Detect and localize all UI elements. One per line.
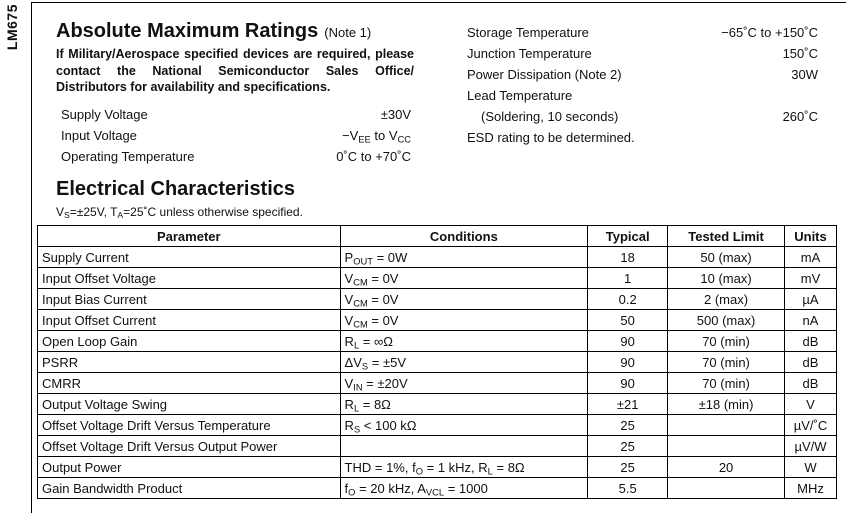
cell-parameter: Input Offset Current (38, 310, 341, 331)
rating-row (467, 22, 818, 43)
rating-label: Lead Temperature (467, 88, 573, 103)
cell-typical: 1 (588, 268, 668, 289)
cell-limit: 70 (min) (668, 331, 785, 352)
cell-conditions (340, 352, 588, 373)
cond-part: V (344, 291, 354, 307)
cell-limit (668, 415, 785, 436)
rating-label: Input Voltage (61, 128, 137, 143)
rating-row (467, 64, 818, 85)
table-row (38, 415, 837, 436)
cell-parameter: CMRR (38, 373, 341, 394)
cond-sub: CM (353, 318, 368, 329)
header-typical: Typical (588, 226, 668, 247)
ec-sub-b-sub: A (117, 210, 124, 221)
cond-sub: L (487, 465, 493, 476)
cell-limit: 2 (max) (668, 289, 785, 310)
amr-title-text: Absolute Maximum Ratings (56, 20, 319, 42)
cell-typical: 50 (588, 310, 668, 331)
cell-limit: 20 (668, 457, 785, 478)
part-number: LM675 (4, 4, 20, 51)
cond-part: V (344, 312, 354, 328)
cond-part: = ±20V (362, 375, 408, 391)
cond-part: ΔV (344, 354, 362, 370)
ec-conditions (56, 205, 303, 219)
cell-limit: 70 (min) (668, 352, 785, 373)
cell-units: MHz (784, 478, 836, 499)
cell-typical: 5.5 (588, 478, 668, 499)
val-sub: EE (358, 134, 371, 145)
cond-part: = 1000 (444, 480, 488, 496)
electrical-characteristics-table (37, 225, 837, 499)
cell-parameter: Input Offset Voltage (38, 268, 341, 289)
cell-parameter: Supply Current (38, 247, 341, 268)
rating-value: ±30V (380, 107, 411, 122)
cell-limit: 70 (min) (668, 373, 785, 394)
part-number-tag (4, 4, 22, 64)
cell-parameter: Output Voltage Swing (38, 394, 341, 415)
cond-sub: CM (353, 297, 368, 308)
cell-conditions (340, 436, 588, 457)
cell-limit: 50 (max) (668, 247, 785, 268)
cell-typical: 90 (588, 352, 668, 373)
header-conditions: Conditions (340, 226, 588, 247)
cond-part: R (344, 417, 354, 433)
cond-part: V (344, 375, 354, 391)
header-parameter: Parameter (38, 226, 341, 247)
cond-part: = 0W (372, 249, 408, 265)
table-row (38, 478, 837, 499)
rating-row (467, 106, 818, 127)
table-row (38, 247, 837, 268)
val-prefix: −V (342, 128, 359, 143)
ec-sub-b: =±25V, T (69, 205, 118, 219)
cell-typical: 90 (588, 331, 668, 352)
ec-sub-c: =25˚C unless otherwise specified. (123, 205, 303, 219)
cond-part: f (344, 480, 349, 496)
header-units: Units (784, 226, 836, 247)
table-row (38, 289, 837, 310)
right-ratings (467, 22, 818, 148)
cell-conditions (340, 478, 588, 499)
cond-part: R (344, 396, 354, 412)
cell-conditions (340, 394, 588, 415)
cell-units: dB (784, 331, 836, 352)
cond-part: P (344, 249, 354, 265)
rating-row (61, 125, 411, 146)
ec-sub-a: V (56, 205, 65, 219)
cond-sub: L (353, 339, 360, 350)
cond-sub: OUT (353, 255, 373, 266)
table-header-row (38, 226, 837, 247)
cond-part: = 8Ω (492, 459, 525, 475)
cell-typical: ±21 (588, 394, 668, 415)
rating-value: 260˚C (782, 109, 818, 124)
ec-sub-a-sub: S (64, 210, 70, 221)
cond-sub: S (353, 423, 361, 434)
table-row (38, 394, 837, 415)
cell-units: W (784, 457, 836, 478)
cell-typical: 18 (588, 247, 668, 268)
cell-parameter: Input Bias Current (38, 289, 341, 310)
cell-units: V (784, 394, 836, 415)
cell-units: µA (784, 289, 836, 310)
cell-units: µV/W (784, 436, 836, 457)
rating-row (467, 43, 818, 64)
cell-conditions (340, 310, 588, 331)
cond-sub: O (415, 465, 423, 476)
cell-parameter: PSRR (38, 352, 341, 373)
cell-typical: 0.2 (588, 289, 668, 310)
cond-part: < 100 kΩ (360, 417, 417, 433)
cond-sub: CM (353, 276, 368, 287)
cell-conditions (340, 457, 588, 478)
rating-row (467, 85, 818, 106)
sidebar (0, 0, 30, 500)
ec-title: Electrical Characteristics (56, 178, 296, 200)
cell-parameter: Offset Voltage Drift Versus Temperature (38, 415, 341, 436)
cond-part: = 1 kHz, R (423, 459, 488, 475)
cell-typical: 90 (588, 373, 668, 394)
cell-limit (668, 436, 785, 457)
rating-label: Supply Voltage (61, 107, 148, 122)
rating-label: (Soldering, 10 seconds) (481, 109, 619, 124)
table-row (38, 352, 837, 373)
rating-row (61, 146, 411, 167)
cond-sub: IN (353, 381, 363, 392)
cell-conditions (340, 331, 588, 352)
table-row (38, 436, 837, 457)
cell-units: dB (784, 352, 836, 373)
cell-parameter: Offset Voltage Drift Versus Output Power (38, 436, 341, 457)
cond-part: V (344, 270, 354, 286)
rating-label: ESD rating to be determined. (467, 130, 635, 145)
rating-row (61, 104, 411, 125)
cell-units: nA (784, 310, 836, 331)
cond-part: = ∞Ω (359, 333, 393, 349)
cell-units: dB (784, 373, 836, 394)
rating-value: 0˚C to +70˚C (336, 149, 411, 164)
cell-parameter: Gain Bandwidth Product (38, 478, 341, 499)
rating-label: Power Dissipation (Note 2) (467, 67, 622, 82)
cond-part: = 20 kHz, A (355, 480, 426, 496)
rating-row (467, 127, 818, 148)
cond-part: R (344, 333, 354, 349)
amr-title (56, 20, 371, 43)
cell-units: mA (784, 247, 836, 268)
cell-limit: ±18 (min) (668, 394, 785, 415)
val-sub: CC (397, 134, 411, 145)
table-row (38, 268, 837, 289)
cell-parameter: Open Loop Gain (38, 331, 341, 352)
val-mid: to V (370, 128, 398, 143)
cond-sub: O (348, 486, 356, 497)
cond-sub: L (353, 402, 360, 413)
cell-conditions (340, 415, 588, 436)
cell-limit: 10 (max) (668, 268, 785, 289)
rating-value: −65˚C to +150˚C (721, 25, 818, 40)
cell-typical: 25 (588, 457, 668, 478)
cond-part: THD = 1%, f (344, 459, 416, 475)
cell-typical: 25 (588, 415, 668, 436)
amr-note: (Note 1) (324, 25, 372, 40)
cell-conditions (340, 289, 588, 310)
table-row (38, 373, 837, 394)
cell-limit: 500 (max) (668, 310, 785, 331)
table-row (38, 457, 837, 478)
cell-conditions (340, 268, 588, 289)
cond-sub: VCL (425, 486, 445, 497)
rating-label: Storage Temperature (467, 25, 589, 40)
header-limit: Tested Limit (668, 226, 785, 247)
cond-part: = ±5V (368, 354, 406, 370)
rating-label: Operating Temperature (61, 149, 195, 164)
table-row (38, 310, 837, 331)
cell-units: mV (784, 268, 836, 289)
cond-part: = 0V (367, 291, 399, 307)
cell-limit (668, 478, 785, 499)
cell-typical: 25 (588, 436, 668, 457)
rating-label: Junction Temperature (467, 46, 592, 61)
amr-warning: If Military/Aerospace specified devices are required, please contact the National Semiconductor Sales Office/ Distributors for availability and specifications. (56, 47, 414, 94)
rating-value (342, 125, 411, 146)
cell-units: µV/˚C (784, 415, 836, 436)
rating-value: 150˚C (782, 46, 818, 61)
cond-sub: S (361, 360, 369, 371)
cond-part: = 0V (367, 270, 399, 286)
cond-part: = 8Ω (359, 396, 391, 412)
left-ratings (61, 104, 411, 167)
cell-conditions (340, 373, 588, 394)
rating-value: 30W (791, 67, 818, 82)
table-row (38, 331, 837, 352)
cell-parameter: Output Power (38, 457, 341, 478)
cond-part: = 0V (367, 312, 399, 328)
cell-conditions (340, 247, 588, 268)
